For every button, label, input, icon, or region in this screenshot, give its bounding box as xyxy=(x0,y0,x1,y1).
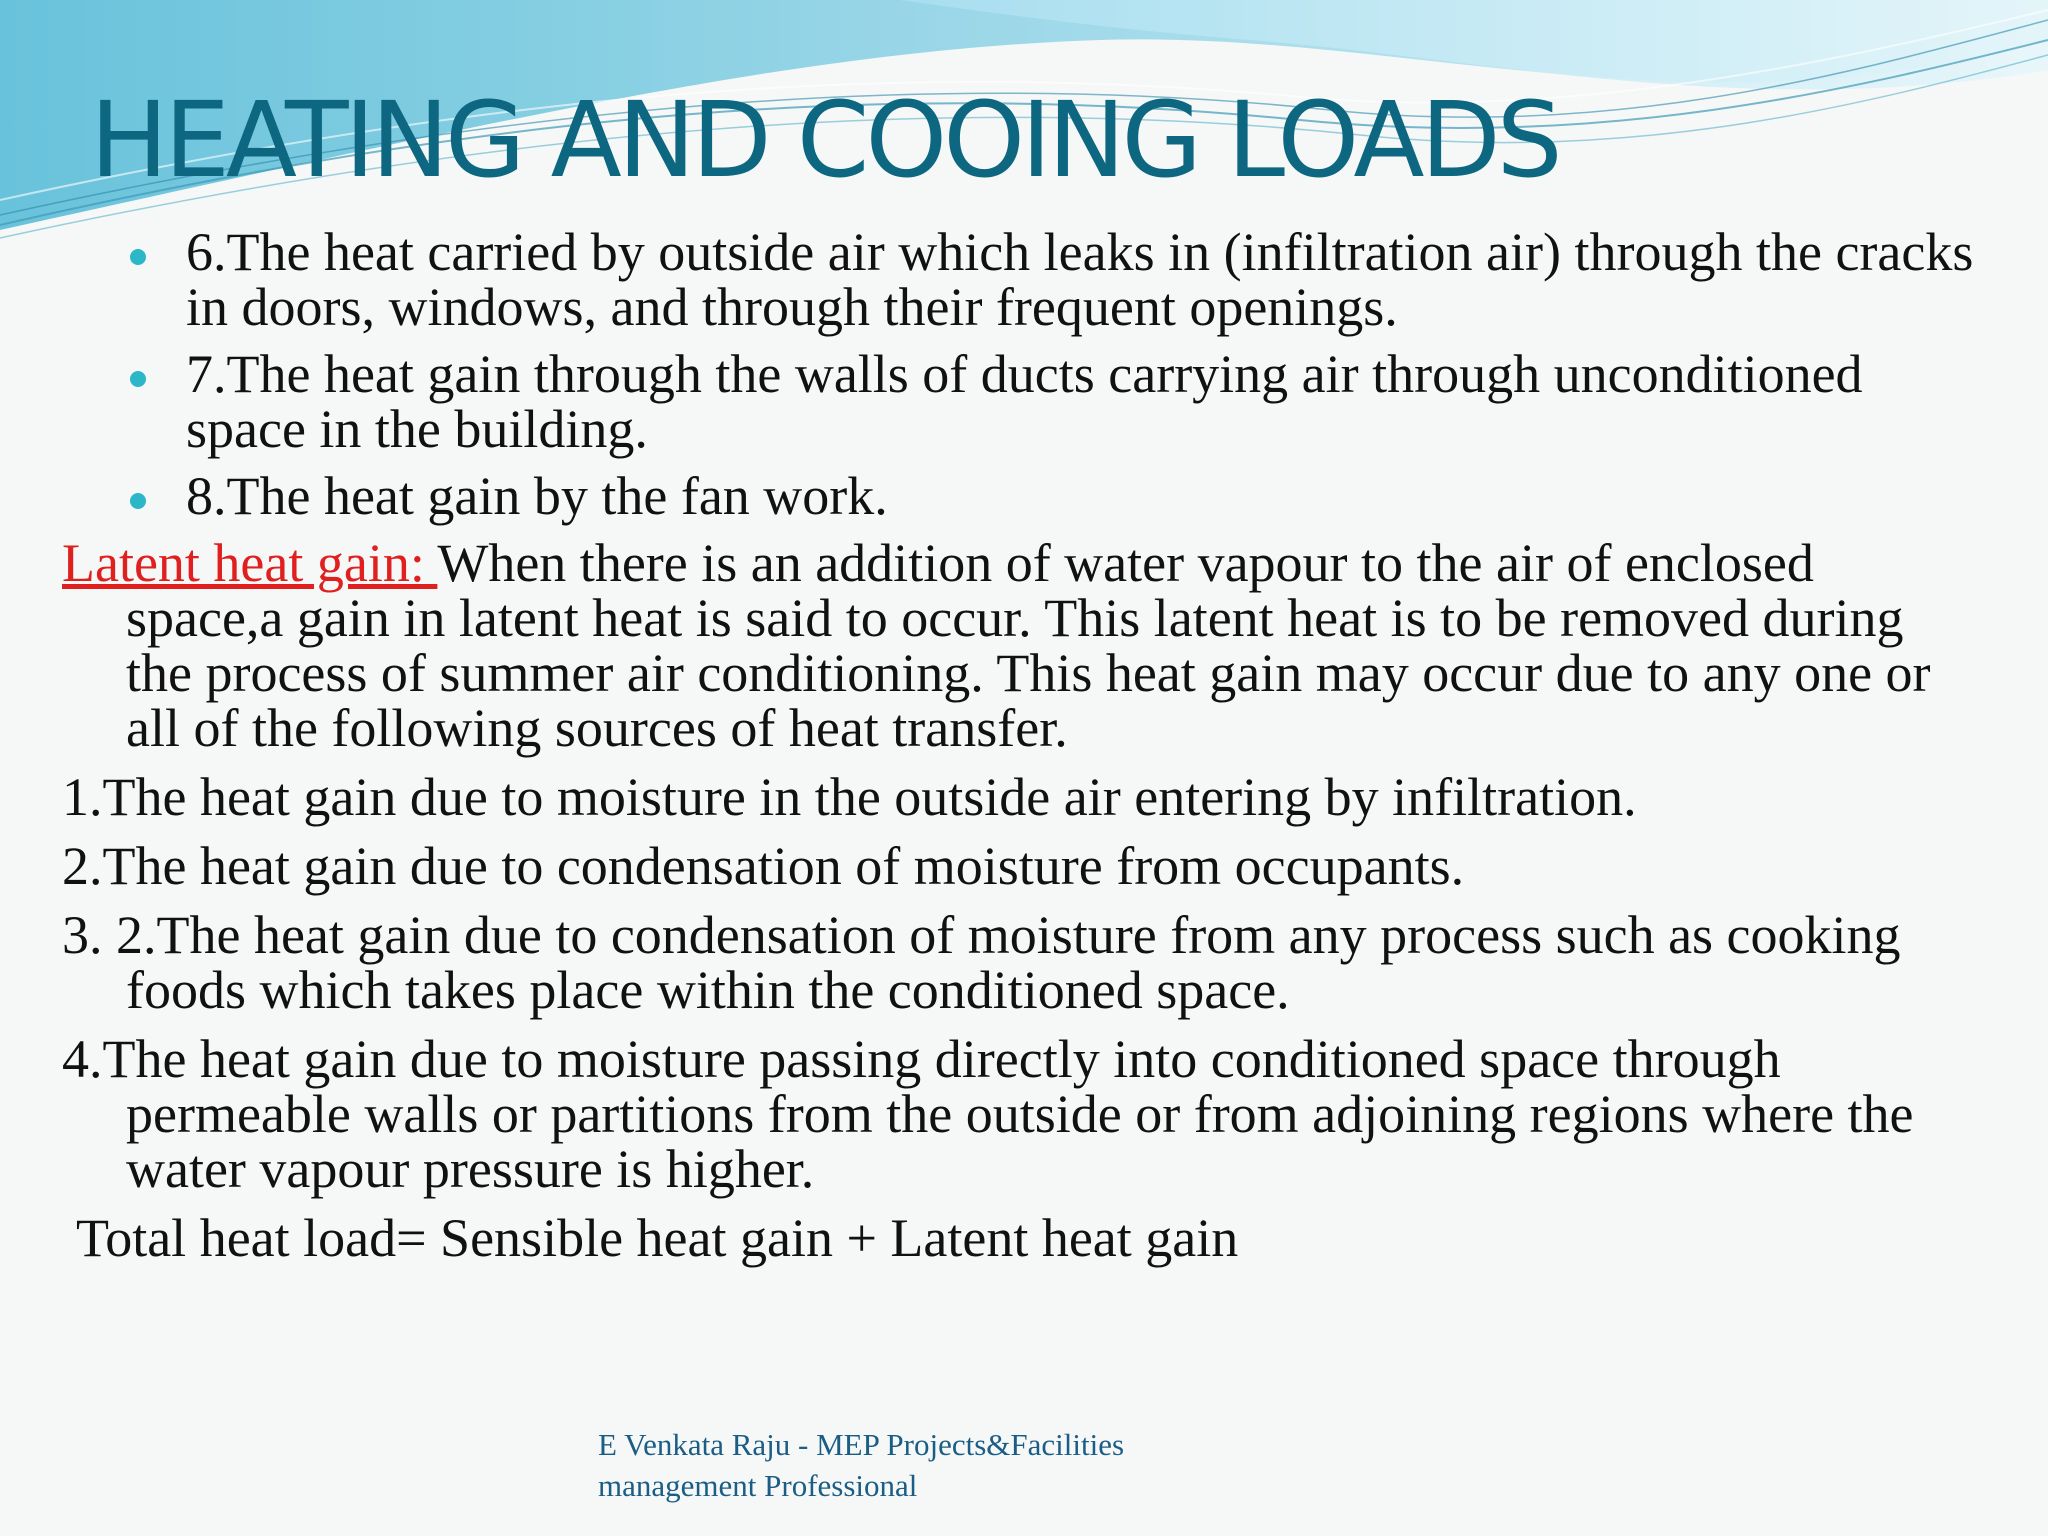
footer-line-2: management Professional xyxy=(598,1468,918,1503)
latent-heat-text: When there is an addition of water vapour to the air of enclosed space,a gain in latent heat is said to occur. This latent heat is to be removed during the process of summer air conditioning. This heat gain may occur due to any one or all of the following sources of heat transfer. xyxy=(126,533,1931,758)
bullet-item-7 xyxy=(122,344,1982,459)
source-item-3: 3. 2.The heat gain due to condensation of moisture from any process such as cooking foods which takes place within the conditioned space. xyxy=(62,905,1901,1020)
slide-title: HEATING AND COOING LOADS xyxy=(90,79,1559,201)
bullet-text: 7.The heat gain through the walls of ducts carrying air through unconditioned space in the building. xyxy=(186,344,1863,459)
footer-line-1: E Venkata Raju - MEP Projects&Facilities xyxy=(598,1427,1125,1462)
footer-author xyxy=(598,1424,1124,1506)
source-item-2: 2.The heat gain due to condensation of moisture from occupants. xyxy=(62,836,1465,896)
latent-heat-label: Latent heat gain: xyxy=(62,533,438,593)
source-item-4: 4.The heat gain due to moisture passing directly into conditioned space through permeable walls or partitions from the outside or from adjoining regions where the water vapour pressure is higher. xyxy=(62,1029,1914,1199)
total-heat-load: Total heat load= Sensible heat gain + Latent heat gain xyxy=(76,1208,1239,1268)
bullet-item-6 xyxy=(122,222,1982,337)
bullet-text: 6.The heat carried by outside air which leaks in (infiltration air) through the cracks in doors, windows, and through their frequent openings. xyxy=(186,222,1974,337)
bullet-dot-icon xyxy=(130,493,146,509)
latent-heat-paragraph xyxy=(62,533,1982,758)
slide-body xyxy=(62,222,1982,1268)
source-item-1: 1.The heat gain due to moisture in the outside air entering by infiltration. xyxy=(62,767,1637,827)
bullet-dot-icon xyxy=(130,371,146,387)
bullet-dot-icon xyxy=(130,249,146,265)
bullet-item-8 xyxy=(122,466,1982,526)
bullet-text: 8.The heat gain by the fan work. xyxy=(186,466,888,526)
